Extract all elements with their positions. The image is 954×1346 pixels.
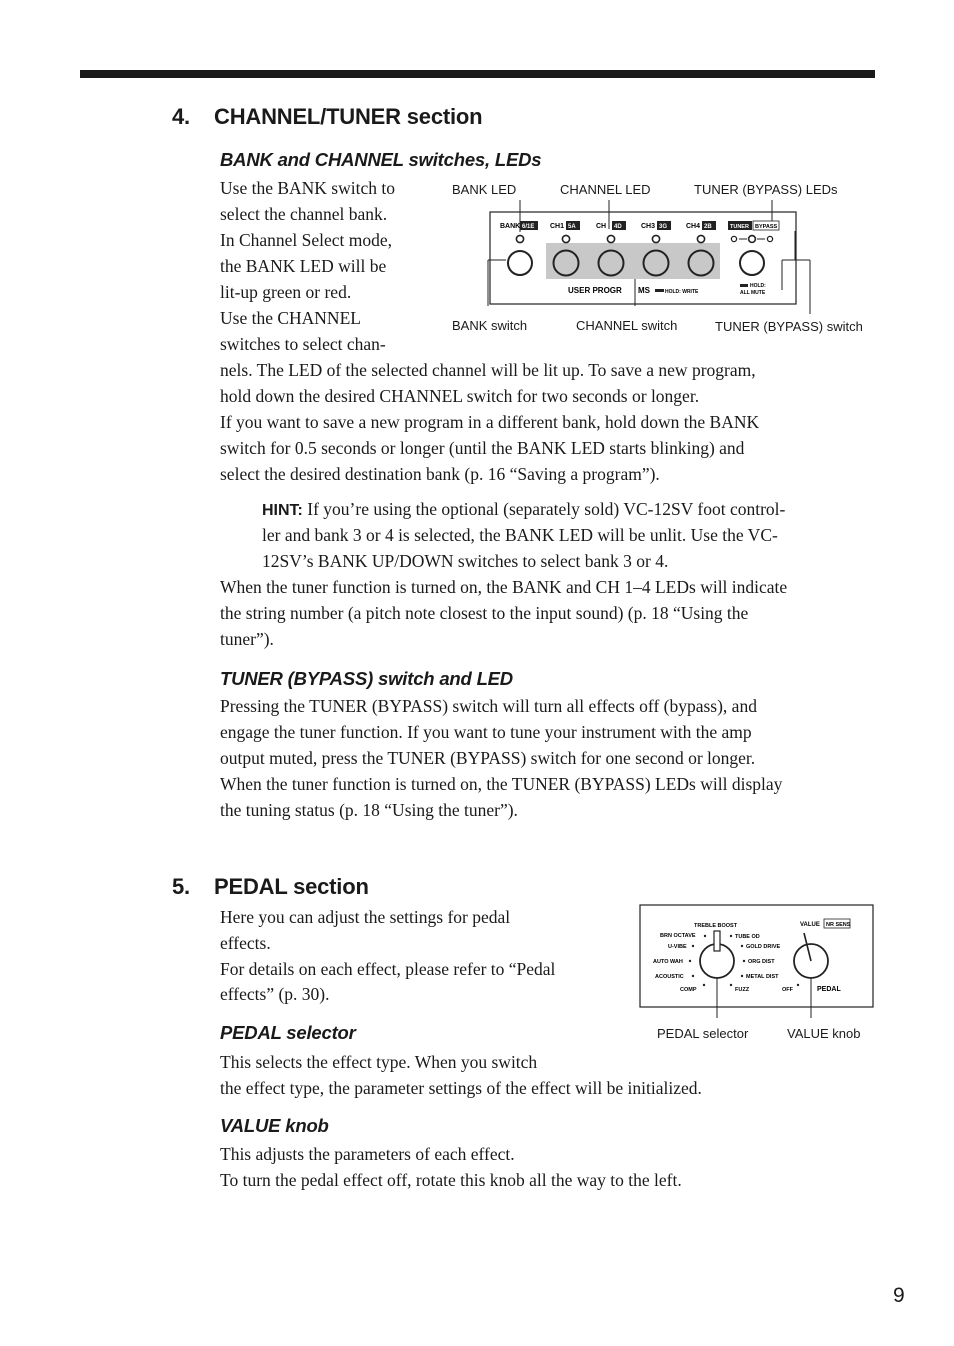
hint-text: If you’re using the optional (separately sold) VC-12SV foot control- [307,499,786,519]
text-line: engage the tuner function. If you want to tune your instrument with the amp [220,722,752,742]
tuner-heading: TUNER (BYPASS) switch and LED [220,668,513,689]
ch1-led [562,235,569,242]
pedal-fuzz: FUZZ [735,987,750,993]
text-line: nels. The LED of the selected channel will be lit up. To save a new program, [220,360,756,380]
text-line: lit-up green or red. [220,282,352,302]
section-title: PEDAL section [214,874,369,899]
tuner-switch[interactable] [740,251,764,275]
pedal-brn-octave: BRN OCTAVE [660,933,696,939]
tuner-led-left [731,236,736,241]
caption-bank-led: BANK LED [452,182,517,197]
text-line: Pressing the TUNER (BYPASS) switch will turn all effects off (bypass), and [220,696,757,716]
panel-bank-label: BANK [500,223,521,230]
panel-ch1-tag: 5A [568,224,576,230]
text-line: If you want to save a new program in a different bank, hold down the BANK [220,412,760,432]
pedal-acoustic: ACOUSTIC [655,974,684,980]
pedal-org-dist: ORG DIST [748,959,775,965]
panel-ch1-label: CH1 [550,223,565,230]
ch1-switch[interactable] [554,251,579,276]
panel-ch2-label: CH [596,223,607,230]
hint-line: 12SV’s BANK UP/DOWN switches to select bank 3 or 4. [262,551,669,571]
channel-panel-figure [450,198,880,318]
caption-channel-led: CHANNEL LED [560,182,651,197]
panel-all-mute: ALL MUTE [740,290,766,296]
text-line: When the tuner function is turned on, the TUNER (BYPASS) LEDs will display [220,774,783,794]
bank-channel-heading: BANK and CHANNEL switches, LEDs [220,149,542,170]
pedal-treble-boost: TREBLE BOOST [694,923,738,929]
hint-line: ler and bank 3 or 4 is selected, the BANK LED will be unlit. Use the VC- [262,525,778,545]
pedal-selector-heading: PEDAL selector [220,1022,356,1043]
panel-ch4-tag: 2B [704,224,712,230]
panel-bypass-label: BYPASS [755,224,778,230]
ch2-led [607,235,614,242]
pedal-panel-figure [638,903,878,1023]
caption-value-knob: VALUE knob [787,1026,861,1041]
text-line: This adjusts the parameters of each effect. [220,1144,515,1164]
text-line: When the tuner function is turned on, the BANK and CH 1–4 LEDs will indicate [220,577,788,597]
ch4-switch[interactable] [689,251,714,276]
text-line: output muted, press the TUNER (BYPASS) switch for one second or longer. [220,748,756,768]
text-line: switch for 0.5 seconds or longer (until the BANK LED starts blinking) and [220,438,745,458]
pedal-off: OFF [782,987,793,993]
text-line: tuner”). [220,629,274,649]
text-line: select the desired destination bank (p. 16 “Saving a program”). [220,464,660,484]
panel-user-programs: USER PROGR [568,286,622,295]
ch3-switch[interactable] [644,251,669,276]
text-line: To turn the pedal effect off, rotate this knob all the way to the left. [220,1170,682,1190]
pedal-selector-pointer [714,931,720,951]
text-line: hold down the desired CHANNEL switch for two seconds or longer. [220,386,700,406]
hint-label: HINT: [262,502,303,519]
text-line: select the channel bank. [220,204,388,224]
pedal-nr-sens: NR SENS [826,922,851,928]
text-line: the string number (a pitch note closest to the input sound) (p. 18 “Using the [220,603,749,623]
pedal-auto-wah: AUTO WAH [653,959,683,965]
panel-bank-tag: 6/1E [522,224,535,230]
panel-ch2-tag: 4D [614,224,622,230]
text-line: the effect type, the parameter settings of the effect will be initialized. [220,1078,702,1098]
text-line: In Channel Select mode, [220,230,393,250]
text-line: the tuning status (p. 18 “Using the tuner”). [220,800,518,820]
panel-ch4-label: CH4 [686,223,701,230]
caption-pedal-selector: PEDAL selector [657,1026,749,1041]
top-rule [80,70,875,78]
pedal-u-vibe: U-VIBE [668,944,687,950]
caption-tuner-leds: TUNER (BYPASS) LEDs [694,182,838,197]
text-line: effects. [220,933,271,953]
panel-ch3-label: CH3 [641,223,656,230]
pedal-panel-title: PEDAL [817,986,841,993]
bank-switch[interactable] [508,251,532,275]
pedal-gold-drive: GOLD DRIVE [746,944,781,950]
text-line: switches to select chan- [220,334,386,354]
section-number: 4. [172,104,190,129]
tuner-led-center [749,236,756,243]
caption-channel-switch: CHANNEL switch [576,318,678,333]
pedal-tube-od: TUBE OD [735,934,760,940]
text-line: Use the CHANNEL [220,308,361,328]
pedal-value-label: VALUE [800,922,820,928]
text-line: Use the BANK switch to [220,178,395,198]
section-4-heading [172,104,482,130]
ch3-led [652,235,659,242]
tuner-led-right [767,236,772,241]
panel-user-programs-2: MS [638,286,650,295]
text-line: effects” (p. 30). [220,984,330,1004]
pedal-metal-dist: METAL DIST [746,974,779,980]
panel-hold: HOLD: [750,283,766,289]
panel-hold-write: HOLD: WRITE [665,289,699,295]
ch4-led [697,235,704,242]
panel-tuner-label: TUNER [730,224,749,230]
text-line: For details on each effect, please refer to “Pedal [220,959,556,979]
caption-tuner-switch: TUNER (BYPASS) switch [715,319,863,334]
section-5-heading [172,874,369,900]
pedal-comp: COMP [680,987,697,993]
section-number: 5. [172,874,190,899]
ch2-switch[interactable] [599,251,624,276]
caption-bank-switch: BANK switch [452,318,528,333]
page-number: 9 [893,1284,905,1307]
hint-line [262,498,785,522]
text-line: the BANK LED will be [220,256,387,276]
panel-ch3-tag: 3G [659,224,668,230]
text-line: Here you can adjust the settings for pedal [220,907,511,927]
section-title: CHANNEL/TUNER section [214,104,483,129]
value-knob-heading: VALUE knob [220,1115,329,1136]
text-line: This selects the effect type. When you switch [220,1052,538,1072]
bank-led [516,235,523,242]
